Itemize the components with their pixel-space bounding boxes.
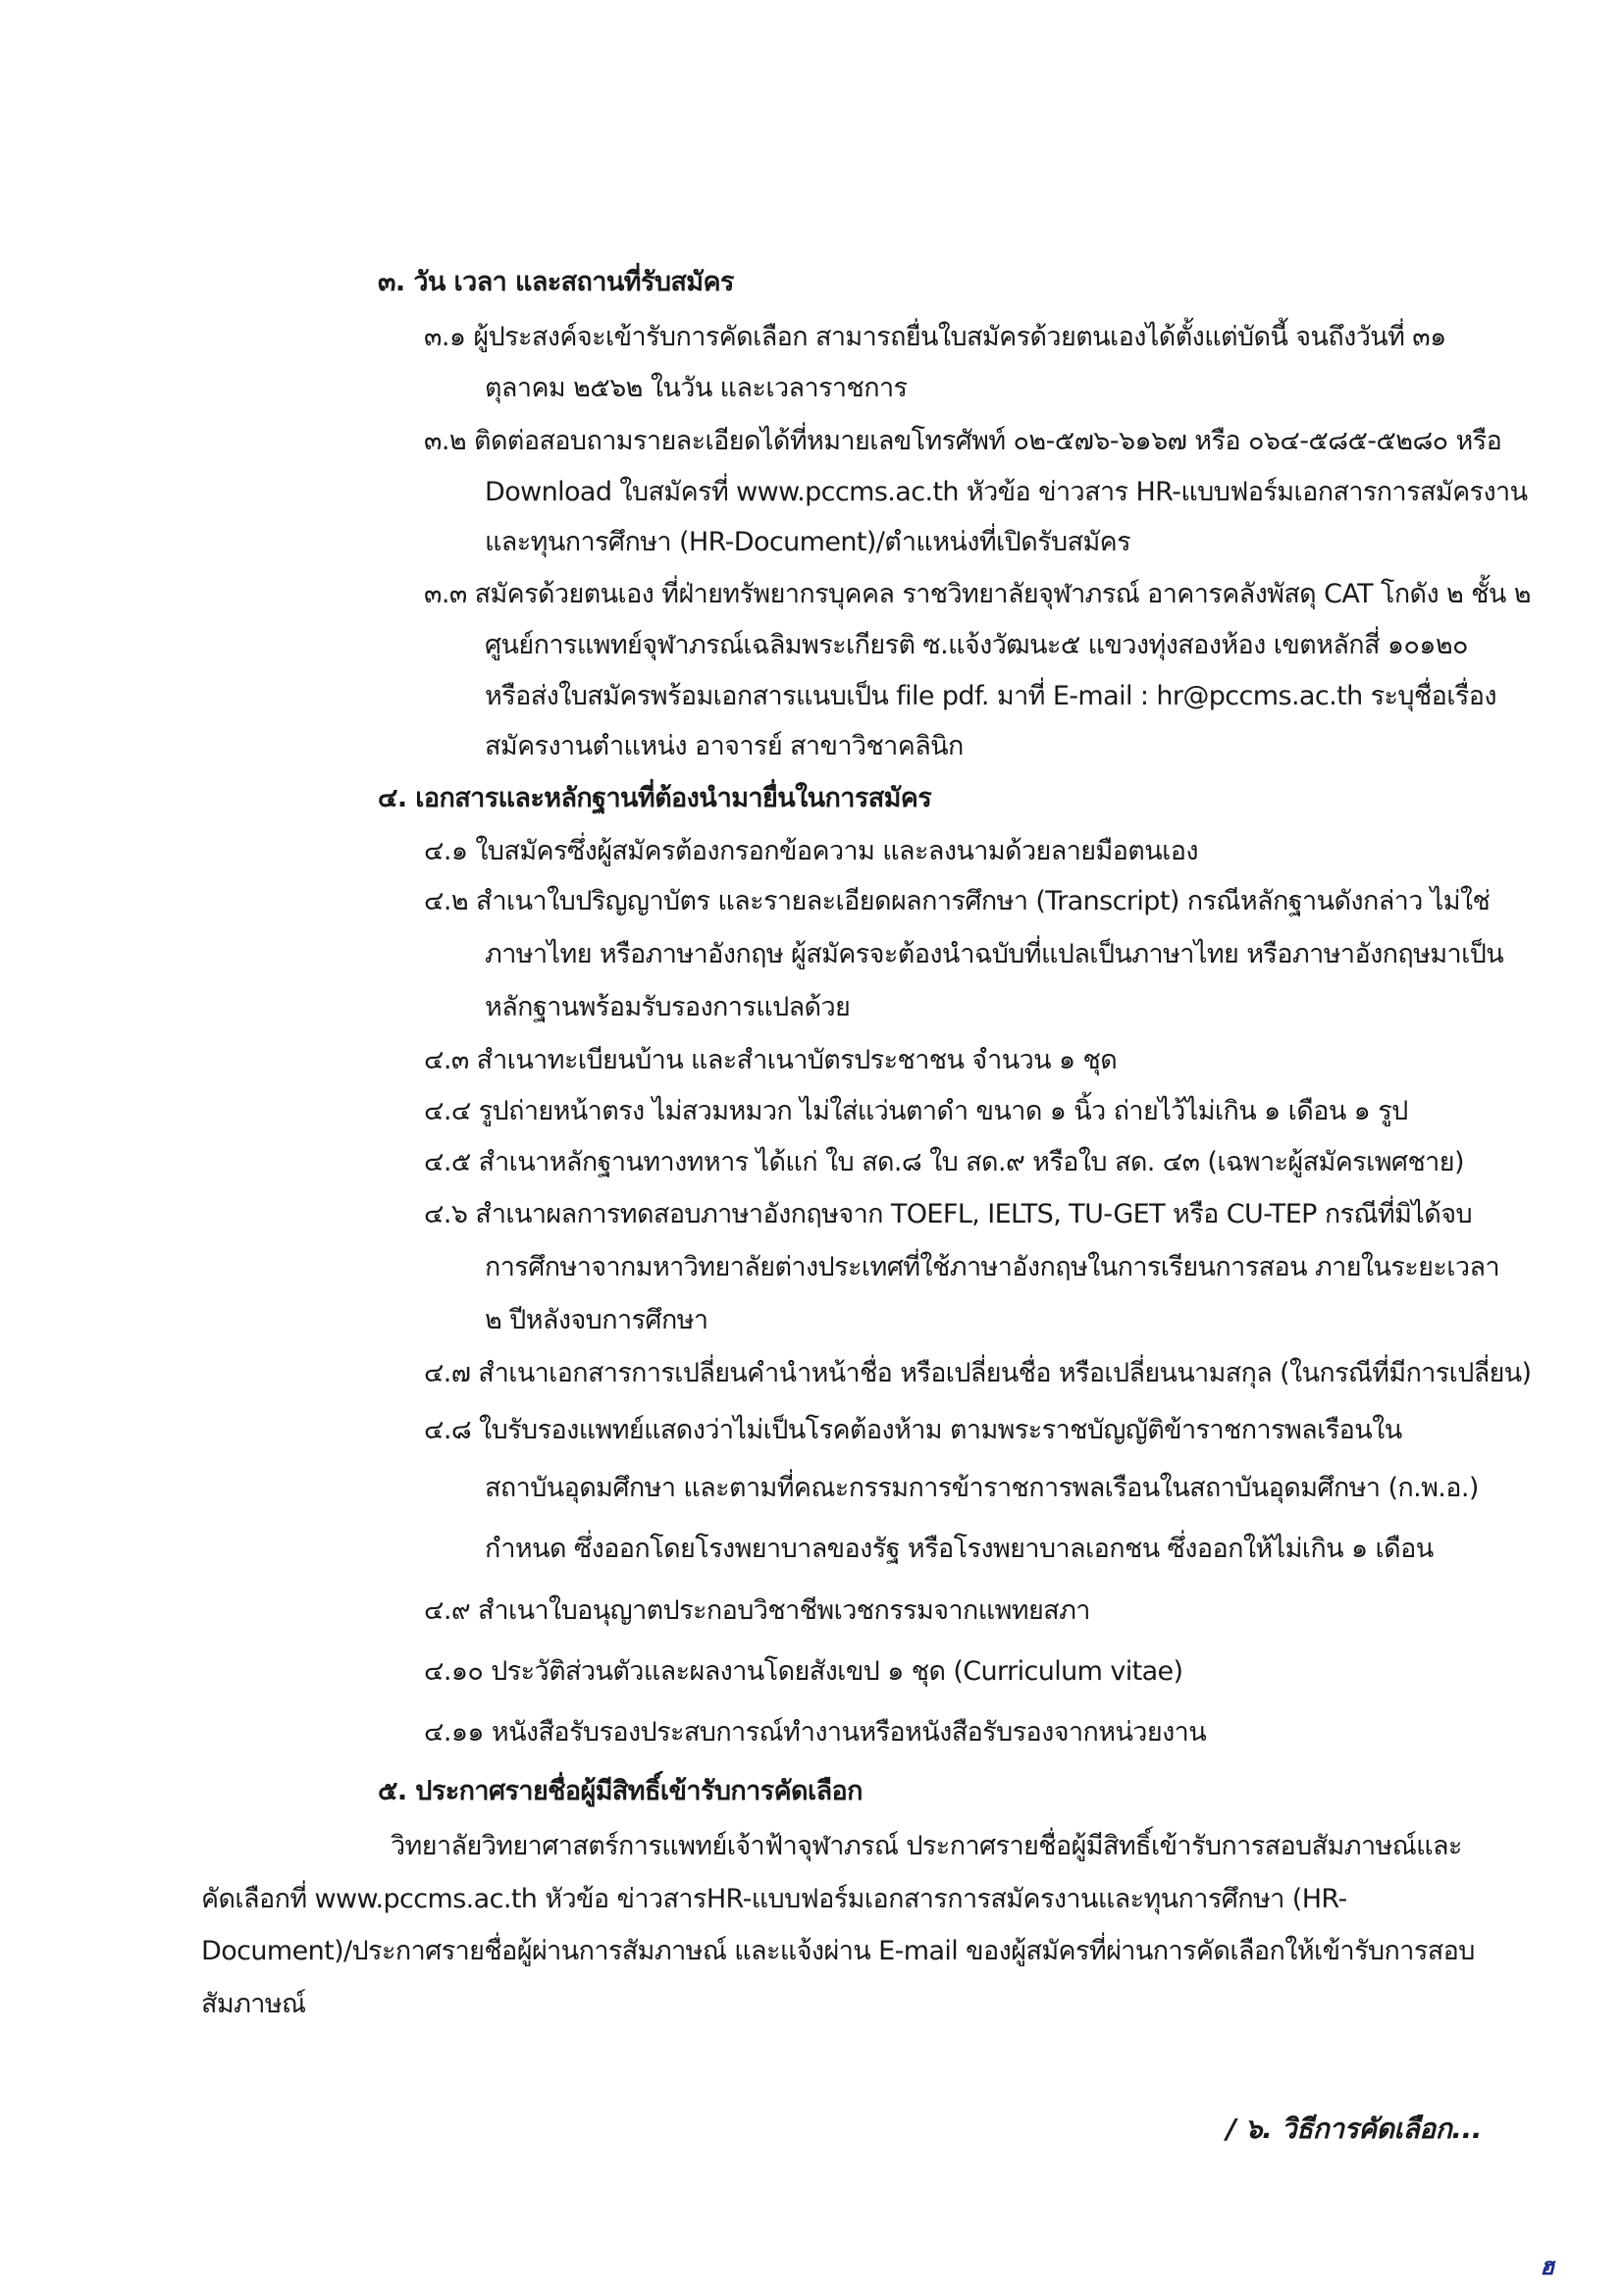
item-3-2-cont: Download ใบสมัครที่ www.pccms.ac.th หัวข้อ ข่าวสาร HR-แบบฟอร์มเอกสารการสมัครงาน: [485, 477, 1528, 507]
item-3-3-cont: ศูนย์การแพทย์จุฬาภรณ์เฉลิมพระเกียรติ ซ.แจ้งวัฒนะ๕ แขวงทุ่งสองห้อง เขตหลักสี่ ๑๐๑๒๐: [485, 630, 1468, 660]
item-3-2: ๓.๒ ติดต่อสอบถามรายละเอียดได้ที่หมายเลขโทรศัพท์ ๐๒-๕๗๖-๖๑๖๗ หรือ ๐๖๔-๕๘๕-๕๒๘๐ หรือ: [424, 426, 1502, 456]
item-4-9: ๔.๙ สำเนาใบอนุญาตประกอบวิชาชีพเวชกรรมจากแพทยสภา: [424, 1595, 1090, 1626]
item-4-10: ๔.๑๐ ประวัติส่วนตัวและผลงานโดยสังเขป ๑ ชุด (Curriculum vitae): [424, 1656, 1183, 1687]
item-3-3-cont: สมัครงานตำแหน่ง อาจารย์ สาขาวิชาคลินิก: [485, 731, 964, 761]
item-4-2: ๔.๒ สำเนาใบปริญญาบัตร และรายละเอียดผลการศึกษา (Transcript) กรณีหลักฐานดังกล่าว ไม่ใช่: [424, 886, 1491, 916]
section-5-paragraph: สัมภาษณ์: [201, 1989, 306, 2019]
section-4-heading: ๔. เอกสารและหลักฐานที่ต้องนำมายื่นในการสมัคร: [378, 783, 932, 813]
section-3-heading: ๓. วัน เวลา และสถานที่รับสมัคร: [378, 267, 734, 297]
handwritten-initial: ฮ: [1540, 2253, 1554, 2280]
item-4-1: ๔.๑ ใบสมัครซึ่งผู้สมัครต้องกรอกข้อความ และลงนามด้วยลายมือตนเอง: [424, 836, 1198, 866]
section-5-heading: ๕. ประกาศรายชื่อผู้มีสิทธิ์เข้ารับการคัดเลือก: [378, 1776, 863, 1806]
item-4-6-cont: การศึกษาจากมหาวิทยาลัยต่างประเทศที่ใช้ภาษาอังกฤษในการเรียนการสอน ภายในระยะเวลา: [485, 1252, 1499, 1282]
section-5-paragraph: คัดเลือกที่ www.pccms.ac.th หัวข้อ ข่าวสารHR-แบบฟอร์มเอกสารการสมัครงานและทุนการศึกษา (HR-: [201, 1884, 1347, 1914]
item-4-7: ๔.๗ สำเนาเอกสารการเปลี่ยนคำนำหน้าชื่อ หรือเปลี่ยนชื่อ หรือเปลี่ยนนามสกุล (ในกรณีที่มีการเปลี่ยน): [424, 1358, 1532, 1388]
item-3-1: ๓.๑ ผู้ประสงค์จะเข้ารับการคัดเลือก สามารถยื่นใบสมัครด้วยตนเองได้ตั้งแต่บัดนี้ จนถึงวันที่ ๓๑: [424, 322, 1446, 352]
section-5-paragraph: Document)/ประกาศรายชื่อผู้ผ่านการสัมภาษณ์ และแจ้งผ่าน E-mail ของผู้สมัครที่ผ่านการคัดเลือกให้เข้ารับการสอบ: [201, 1936, 1475, 1966]
item-3-2-cont: และทุนการศึกษา (HR-Document)/ตำแหน่งที่เปิดรับสมัคร: [485, 527, 1131, 557]
item-4-6: ๔.๖ สำเนาผลการทดสอบภาษาอังกฤษจาก TOEFL, IELTS, TU-GET หรือ CU-TEP กรณีที่มิได้จบ: [424, 1199, 1472, 1229]
item-4-3: ๔.๓ สำเนาทะเบียนบ้าน และสำเนาบัตรประชาชน จำนวน ๑ ชุด: [424, 1045, 1118, 1075]
item-3-1-cont: ตุลาคม ๒๕๖๒ ในวัน และเวลาราชการ: [485, 373, 908, 403]
item-4-8-cont: สถาบันอุดมศึกษา และตามที่คณะกรรมการข้าราชการพลเรือนในสถาบันอุดมศึกษา (ก.พ.อ.): [485, 1473, 1479, 1503]
item-4-11: ๔.๑๑ หนังสือรับรองประสบการณ์ทำงานหรือหนังสือรับรองจากหน่วยงาน: [424, 1717, 1207, 1748]
next-page-reference: / ๖. วิธีการคัดเลือก...: [1226, 2113, 1482, 2145]
item-3-3-cont: หรือส่งใบสมัครพร้อมเอกสารแนบเป็น file pdf. มาที่ E-mail : hr@pccms.ac.th ระบุชื่อเรื่อง: [485, 681, 1496, 711]
item-4-2-cont: หลักฐานพร้อมรับรองการแปลด้วย: [485, 992, 851, 1022]
item-4-8: ๔.๘ ใบรับรองแพทย์แสดงว่าไม่เป็นโรคต้องห้าม ตามพระราชบัญญัติข้าราชการพลเรือนใน: [424, 1415, 1402, 1445]
item-4-5: ๔.๕ สำเนาหลักฐานทางทหาร ได้แก่ ใบ สด.๘ ใบ สด.๙ หรือใบ สด. ๔๓ (เฉพาะผู้สมัครเพศชาย): [424, 1147, 1464, 1177]
item-4-6-cont: ๒ ปีหลังจบการศึกษา: [485, 1305, 708, 1335]
item-4-2-cont: ภาษาไทย หรือภาษาอังกฤษ ผู้สมัครจะต้องนำฉบับที่แปลเป็นภาษาไทย หรือภาษาอังกฤษมาเป็น: [485, 939, 1504, 969]
item-4-8-cont: กำหนด ซึ่งออกโดยโรงพยาบาลของรัฐ หรือโรงพยาบาลเอกชน ซึ่งออกให้ไม่เกิน ๑ เดือน: [485, 1534, 1434, 1564]
item-4-4: ๔.๔ รูปถ่ายหน้าตรง ไม่สวมหมวก ไม่ใส่แว่นตาดำ ขนาด ๑ นิ้ว ถ่ายไว้ไม่เกิน ๑ เดือน ๑ รูป: [424, 1096, 1408, 1126]
item-3-3: ๓.๓ สมัครด้วยตนเอง ที่ฝ่ายทรัพยากรบุคคล ราชวิทยาลัยจุฬาภรณ์ อาคารคลังพัสดุ CAT โกดัง ๒ ชั้น ๒: [424, 579, 1531, 609]
section-5-paragraph: วิทยาลัยวิทยาศาสตร์การแพทย์เจ้าฟ้าจุฬาภรณ์ ประกาศรายชื่อผู้มีสิทธิ์เข้ารับการสอบสัมภาษณ์และ: [391, 1831, 1462, 1861]
